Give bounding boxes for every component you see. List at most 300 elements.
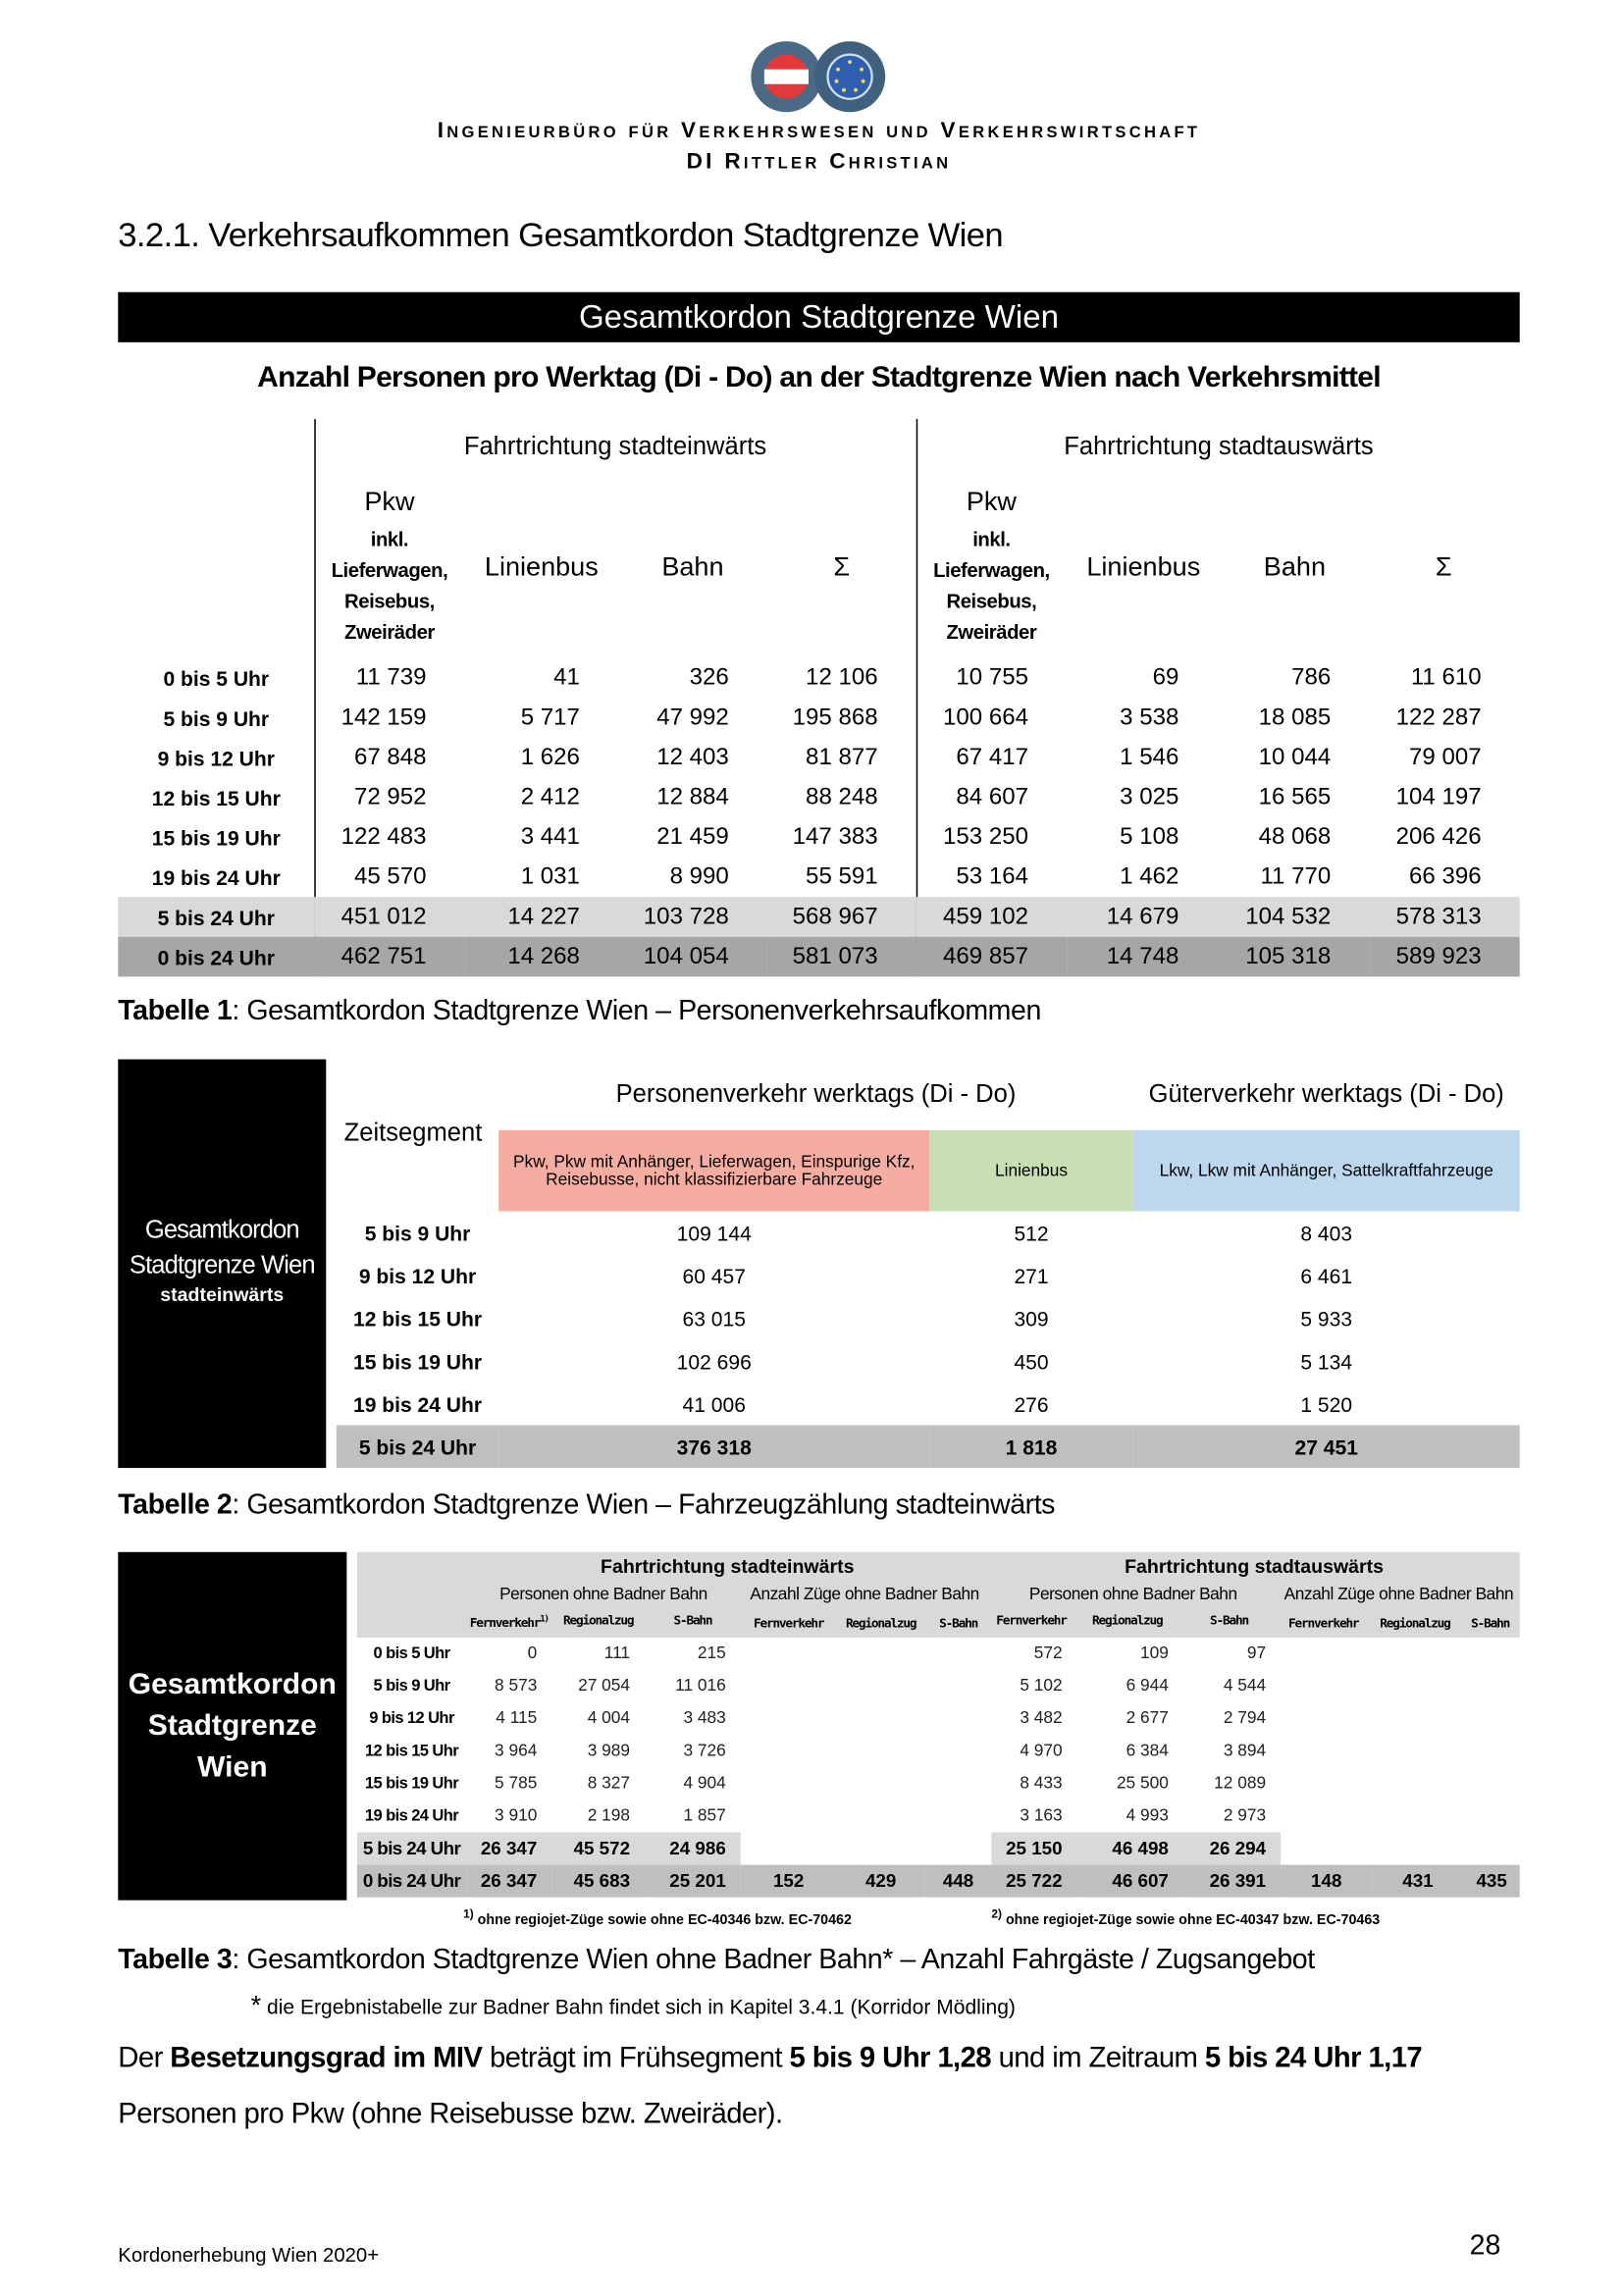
cell-value: 572 [1033,1644,1063,1663]
cell-value: 142 159 [340,704,427,730]
row-label: 0 bis 5 Uhr [373,1644,450,1663]
cell-value [1281,1735,1372,1767]
cell-value [925,1670,992,1702]
col-header [466,1614,551,1632]
cell-value: 3 538 [1120,704,1179,730]
cell-value: 12 089 [1214,1774,1267,1793]
cell-value: 4 544 [1223,1677,1267,1696]
note-marker: * [250,1990,262,2020]
cell-value: 18 085 [1258,704,1332,730]
cell-value [1372,1638,1463,1670]
col-header-label: Regionalzug [845,1616,916,1632]
row-label: 9 bis 12 Uhr [358,1263,477,1287]
table3 [357,1638,1520,1898]
cell-value: 12 403 [656,744,729,770]
cell-value [1464,1638,1520,1670]
cell-value: 195 868 [792,704,878,730]
cell-value [1372,1800,1463,1832]
caption-text: : Gesamtkordon Stadtgrenze Wien – Fahrzeugzählung stadteinwärts [232,1489,1056,1522]
cell-value: 3 483 [683,1709,726,1728]
caption-label: Tabelle 1 [118,995,233,1027]
cell-value: 2 973 [1223,1806,1267,1825]
row-label: 5 bis 9 Uhr [364,1221,471,1245]
table-row [118,698,1519,738]
cell-value [1281,1670,1372,1702]
cell-value: 105 318 [1217,937,1369,977]
cell-value: 376 318 [498,1425,929,1468]
cell-value [1372,1735,1463,1767]
cell-value: 326 [689,664,729,690]
footnote-text: ohne regiojet-Züge sowie ohne EC-40346 bzw. EC-70462 [477,1911,852,1929]
cell-value: 2 198 [587,1806,631,1825]
cell-value: 25 201 [645,1865,741,1898]
cell-value: 5 717 [520,704,580,730]
cell-value: 104 532 [1217,897,1369,937]
side-line: stadteinwärts [160,1283,285,1306]
cell-value: 66 396 [1409,863,1482,889]
col-header-label: Fernverkehr [469,1616,541,1632]
table-row [337,1339,1520,1383]
cell-value: 3 482 [1020,1709,1063,1728]
footnote-marker: 1) [463,1907,474,1921]
cell-value: 48 068 [1258,823,1332,850]
row-label: 15 bis 19 Uhr [151,825,281,850]
dir-out-heading: Fahrtrichtung stadtauswärts [1125,1554,1385,1578]
table-row [337,1425,1520,1468]
cell-value: 589 923 [1369,937,1519,977]
cell-value: 25 722 [991,1865,1076,1898]
cell-value: 102 696 [676,1349,752,1374]
cell-value: 10 044 [1258,744,1332,770]
cell-value [925,1735,992,1767]
row-label: 0 bis 5 Uhr [163,665,270,690]
cell-value: 100 664 [943,704,1029,730]
cell-value: 8 327 [587,1774,631,1793]
cell-value [837,1638,925,1670]
row-label: 0 bis 24 Uhr [118,937,314,977]
cell-value: 104 054 [618,937,767,977]
cell-value: 4 904 [683,1774,726,1793]
row-label: 0 bis 24 Uhr [357,1865,466,1898]
cell-value: 147 383 [792,823,878,850]
cell-value: 45 683 [551,1865,645,1898]
cell-value: 5 933 [1300,1306,1353,1331]
cell-value: 2 412 [520,784,580,809]
cell-value: 3 964 [495,1742,538,1760]
row-label: 12 bis 15 Uhr [151,785,281,809]
cell-value: 3 726 [683,1742,726,1760]
col-header [1278,1617,1369,1632]
cell-value: 12 884 [656,784,729,809]
cell-value [1372,1702,1463,1735]
cell-value: 206 426 [1395,823,1482,850]
body-paragraph [118,2030,1534,2142]
body-paragraph-line-2: Personen pro Pkw (ohne Reisebusse bzw. Zweiräder). [118,2098,783,2131]
cell-value: 25 150 [991,1832,1076,1864]
cell-value: 5 134 [1300,1349,1353,1374]
cell-value: 63 015 [682,1306,746,1331]
cell-value: 3 894 [1223,1742,1267,1760]
col-header-label: Fernverkehr [1288,1616,1359,1632]
cell-value: 55 591 [806,863,878,889]
col-header [925,1617,992,1632]
col-bahn-header: Bahn [661,551,724,582]
cell-value: 67 848 [353,744,427,770]
cell-value: 11 770 [1260,863,1332,889]
cell-value: 84 607 [956,784,1029,809]
cell-value: 578 313 [1369,897,1519,937]
table-row [357,1767,1520,1800]
table-row [118,817,1519,858]
table1-caption [118,996,1041,1028]
row-label: 5 bis 24 Uhr [357,1832,466,1864]
col-header [741,1617,837,1632]
cell-value: 153 250 [943,823,1029,850]
row-label: 5 bis 9 Uhr [373,1677,450,1696]
col-header [1461,1617,1520,1632]
zeitsegment-heading: Zeitsegment [343,1118,483,1147]
table-row [357,1670,1520,1702]
cell-value: 8 403 [1300,1221,1353,1245]
cell-value: 6 384 [1126,1742,1169,1760]
cell-value: 109 144 [676,1221,752,1245]
footer-title: Kordonerhebung Wien 2020+ [118,2243,380,2267]
cell-value: 448 [925,1865,992,1898]
cell-value: 459 102 [916,897,1067,937]
cell-value: 103 728 [618,897,767,937]
row-label: 9 bis 12 Uhr [369,1709,454,1728]
footnote-2 [991,1907,1380,1928]
text: Der [118,2041,171,2075]
cell-value [837,1702,925,1735]
table-row [357,1865,1520,1898]
col-header-label: Regionalzug [1092,1613,1163,1629]
cell-value [1281,1702,1372,1735]
group-persons: Personen ohne Badner Bahn [499,1586,707,1604]
cell-value: 5 108 [1120,823,1179,850]
table-row [118,937,1519,977]
cell-value: 26 294 [1183,1832,1281,1864]
cell-value [741,1702,837,1735]
cell-value: 2 794 [1223,1709,1267,1728]
caption-text: : Gesamtkordon Stadtgrenze Wien ohne Badner Bahn* – Anzahl Fahrgäste / Zugsangebot [232,1944,1315,1976]
table1 [118,658,1519,977]
col-header [988,1614,1073,1629]
cell-value: 26 391 [1183,1865,1281,1898]
cell-value: 72 952 [353,784,427,809]
dir-in-heading: Fahrtrichtung stadteinwärts [463,432,767,461]
footnote-marker: 2) [991,1907,1002,1921]
cell-value [925,1767,992,1800]
cell-value [1372,1832,1463,1864]
cell-value: 46 607 [1077,1865,1183,1898]
cell-value [837,1670,925,1702]
col-pkw-note: inkl. Lieferwagen, Reisebus, Zweiräder [331,528,448,644]
footnote-text: ohne regiojet-Züge sowie ohne EC-40347 bzw. EC-70463 [1005,1911,1381,1929]
table-row [337,1254,1520,1297]
cell-value: 8 990 [669,863,729,889]
cell-value: 8 573 [495,1677,538,1696]
col-bus-header: Linienbus [929,1130,1132,1212]
table-row [357,1735,1520,1767]
row-label: 19 bis 24 Uhr [364,1806,459,1825]
cell-value: 8 433 [1020,1774,1063,1793]
col-header [1369,1617,1460,1632]
caption-label: Tabelle 3 [118,1944,233,1976]
col-header-label: Regionalzug [562,1613,634,1629]
cell-value [837,1832,925,1864]
side-line: Stadtgrenze Wien [129,1251,315,1279]
note-text: die Ergebnistabelle zur Badner Bahn findet sich in Kapitel 3.4.1 (Korridor Mödling) [267,1994,1016,2018]
col-header [1074,1614,1180,1629]
col-pkw-header: Pkw, Pkw mit Anhänger, Lieferwagen, Einspurige Kfz, Reisebusse, nicht klassifizierbare Fahrzeuge [498,1130,929,1212]
group-person-heading: Personenverkehr werktags (Di - Do) [615,1079,1017,1109]
cell-value [837,1800,925,1832]
cell-value: 581 073 [767,937,916,977]
cell-value: 4 993 [1126,1806,1169,1825]
cell-value [1464,1767,1520,1800]
header-line-1: Ingenieurbüro für Verkehrswesen und Verkehrswirtschaft [437,118,1201,143]
cell-value: 88 248 [806,784,878,809]
cell-value: 14 268 [465,937,618,977]
cell-value [741,1735,837,1767]
caption-text: : Gesamtkordon Stadtgrenze Wien – Personenverkehrsaufkommen [232,995,1041,1027]
col-sum-header: Σ [833,551,851,582]
side-line: Stadtgrenze [147,1709,317,1743]
cell-value [741,1638,837,1670]
cell-value: 11 739 [355,664,427,690]
col-header-label: S-Bahn [1210,1613,1248,1629]
row-label: 5 bis 9 Uhr [163,705,270,730]
cell-value: 5 102 [1020,1677,1063,1696]
cell-value [1464,1735,1520,1767]
cell-value [1281,1832,1372,1864]
dir-out-heading: Fahrtrichtung stadtauswärts [1064,432,1374,461]
cell-value: 41 [553,664,580,690]
cell-value: 27 451 [1133,1425,1520,1468]
col-pkw-header [916,487,1067,648]
cell-value: 16 565 [1258,784,1332,809]
cell-value: 786 [1291,664,1332,690]
cell-value: 3 163 [1020,1806,1063,1825]
cell-value: 0 [527,1644,538,1663]
cell-value: 122 287 [1395,704,1482,730]
table3-side-label [118,1552,346,1901]
table2-side-label [118,1060,326,1468]
cell-value: 435 [1464,1865,1520,1898]
cell-value: 1 546 [1120,744,1179,770]
cell-value [925,1832,992,1864]
row-label: 5 bis 24 Uhr [118,897,314,937]
cell-value: 276 [1014,1391,1049,1416]
col-header-label: S-Bahn [1471,1616,1510,1632]
cell-value: 122 483 [340,823,427,850]
cell-value: 4 115 [496,1709,538,1728]
table-row [118,858,1519,898]
cell-value: 215 [697,1644,726,1663]
cell-value: 24 986 [645,1832,741,1864]
body-paragraph-line-1 [118,2030,1534,2086]
side-line: Wien [197,1750,268,1784]
cell-value: 25 500 [1116,1774,1169,1793]
cell-value: 60 457 [682,1263,746,1287]
col-header-label: Fernverkehr [996,1613,1067,1629]
cell-value: 450 [1014,1349,1049,1374]
cell-value: 26 347 [466,1832,551,1864]
cell-value [1372,1670,1463,1702]
cell-value: 81 877 [806,744,878,770]
cell-value: 1 520 [1300,1391,1353,1416]
row-label: 12 bis 15 Uhr [352,1306,483,1331]
group-trains: Anzahl Züge ohne Badner Bahn [750,1586,979,1604]
col-header [551,1614,645,1629]
col-header [837,1617,925,1632]
cell-value: 46 498 [1077,1832,1183,1864]
cell-value: 104 197 [1395,784,1482,809]
col-bus-header: Linienbus [1086,551,1201,582]
table-row [357,1800,1520,1832]
cell-value: 4 970 [1020,1742,1063,1760]
group-gueter-heading: Güterverkehr werktags (Di - Do) [1148,1079,1504,1109]
row-label: 19 bis 24 Uhr [352,1391,483,1416]
page-number: 28 [1469,2230,1501,2263]
col-header [645,1614,741,1629]
cell-value: 309 [1014,1306,1049,1331]
col-header-label: Fernverkehr [753,1616,824,1632]
cell-value: 3 910 [495,1806,538,1825]
cell-value: 152 [741,1865,837,1898]
cell-value: 6 944 [1126,1677,1169,1696]
cell-value: 5 785 [495,1774,538,1793]
footnote-1 [463,1907,852,1928]
table-row [357,1832,1520,1864]
cell-value: 79 007 [1409,744,1482,770]
cell-value: 69 [1152,664,1179,690]
side-line: Gesamtkordon [128,1668,337,1701]
row-label: 5 bis 24 Uhr [337,1425,498,1468]
cell-value: 21 459 [656,823,729,850]
col-bus-header: Linienbus [484,551,599,582]
text: und im Zeitraum [991,2041,1205,2075]
cell-value: 97 [1246,1644,1267,1663]
table1-banner: Gesamtkordon Stadtgrenze Wien [118,292,1519,342]
cell-value: 4 004 [587,1709,631,1728]
col-lkw-header: Lkw, Lkw mit Anhänger, Sattelkraftfahrzeuge [1133,1130,1520,1212]
cell-value: 1 031 [520,863,580,889]
cell-value [925,1638,992,1670]
section-title: 3.2.1. Verkehrsaufkommen Gesamtkordon Stadtgrenze Wien [118,215,1004,254]
table3-note [251,1990,1016,2021]
cell-value: 3 025 [1120,784,1179,809]
cell-value [925,1800,992,1832]
cell-value: 11 610 [1410,664,1482,690]
cell-value: 47 992 [656,704,729,730]
cell-value [837,1735,925,1767]
cell-value: 469 857 [916,937,1067,977]
table2 [337,1211,1520,1468]
caption-label: Tabelle 2 [118,1489,233,1522]
cell-value: 1 857 [683,1806,726,1825]
col-pkw-label: Pkw [966,487,1017,517]
cell-value [1464,1800,1520,1832]
cell-value: 45 572 [551,1832,645,1864]
cell-value: 462 751 [314,937,464,977]
cell-value: 67 417 [956,744,1029,770]
footnote-marker: 1) [540,1613,549,1625]
cell-value: 1 818 [929,1425,1132,1468]
col-header-label: S-Bahn [939,1616,978,1632]
cell-value: 45 570 [353,863,427,889]
cell-value: 14 679 [1067,897,1217,937]
header-line-2: DI Rittler Christian [686,148,952,175]
cell-value: 12 106 [806,664,878,690]
row-label: 15 bis 19 Uhr [352,1349,483,1374]
table-row [118,897,1519,937]
table-row [357,1638,1520,1670]
table-row [118,738,1519,778]
cell-value [925,1702,992,1735]
cell-value [741,1670,837,1702]
cell-value [1464,1670,1520,1702]
cell-value: 3 441 [520,823,580,850]
dir-in-heading: Fahrtrichtung stadteinwärts [601,1554,855,1578]
col-sum-header: Σ [1435,551,1452,582]
group-trains: Anzahl Züge ohne Badner Bahn [1283,1586,1514,1604]
cell-value: 1 462 [1120,863,1179,889]
cell-value: 111 [603,1644,631,1663]
cell-value: 41 006 [682,1391,746,1416]
cell-value [1372,1767,1463,1800]
cell-value [837,1767,925,1800]
cell-value: 1 626 [520,744,580,770]
cell-value [1464,1702,1520,1735]
row-label: 9 bis 12 Uhr [157,746,275,770]
cell-value: 271 [1014,1263,1049,1287]
col-bahn-header: Bahn [1263,551,1327,582]
cell-value: 14 227 [465,897,618,937]
table2-caption [118,1490,1055,1523]
col-header-label: Regionalzug [1380,1616,1450,1632]
cell-value: 429 [837,1865,925,1898]
col-pkw-header [314,487,464,648]
cell-value: 148 [1281,1865,1372,1898]
text-bold: 5 bis 24 Uhr 1,17 [1204,2041,1423,2075]
table-row [357,1702,1520,1735]
cell-value: 14 748 [1067,937,1217,977]
row-label: 12 bis 15 Uhr [364,1742,459,1760]
cell-value [1281,1767,1372,1800]
table-row [118,777,1519,817]
cell-value: 431 [1372,1865,1463,1898]
cell-value: 11 016 [675,1677,726,1696]
cell-value: 27 054 [578,1677,631,1696]
row-label: 19 bis 24 Uhr [151,864,281,889]
text-bold: 5 bis 9 Uhr 1,28 [789,2041,992,2075]
text-bold: Besetzungsgrad im MIV [170,2041,483,2075]
cell-value [741,1832,837,1864]
cell-value [741,1767,837,1800]
cell-value: 53 164 [956,863,1029,889]
table3-caption [118,1945,1314,1977]
cell-value [1281,1638,1372,1670]
table-row [337,1383,1520,1426]
cell-value [1281,1800,1372,1832]
col-pkw-note: inkl. Lieferwagen, Reisebus, Zweiräder [933,528,1050,644]
col-pkw-label: Pkw [364,487,415,517]
side-line: Gesamtkordon [144,1215,299,1244]
company-logo [750,40,888,114]
cell-value: 2 677 [1126,1709,1169,1728]
